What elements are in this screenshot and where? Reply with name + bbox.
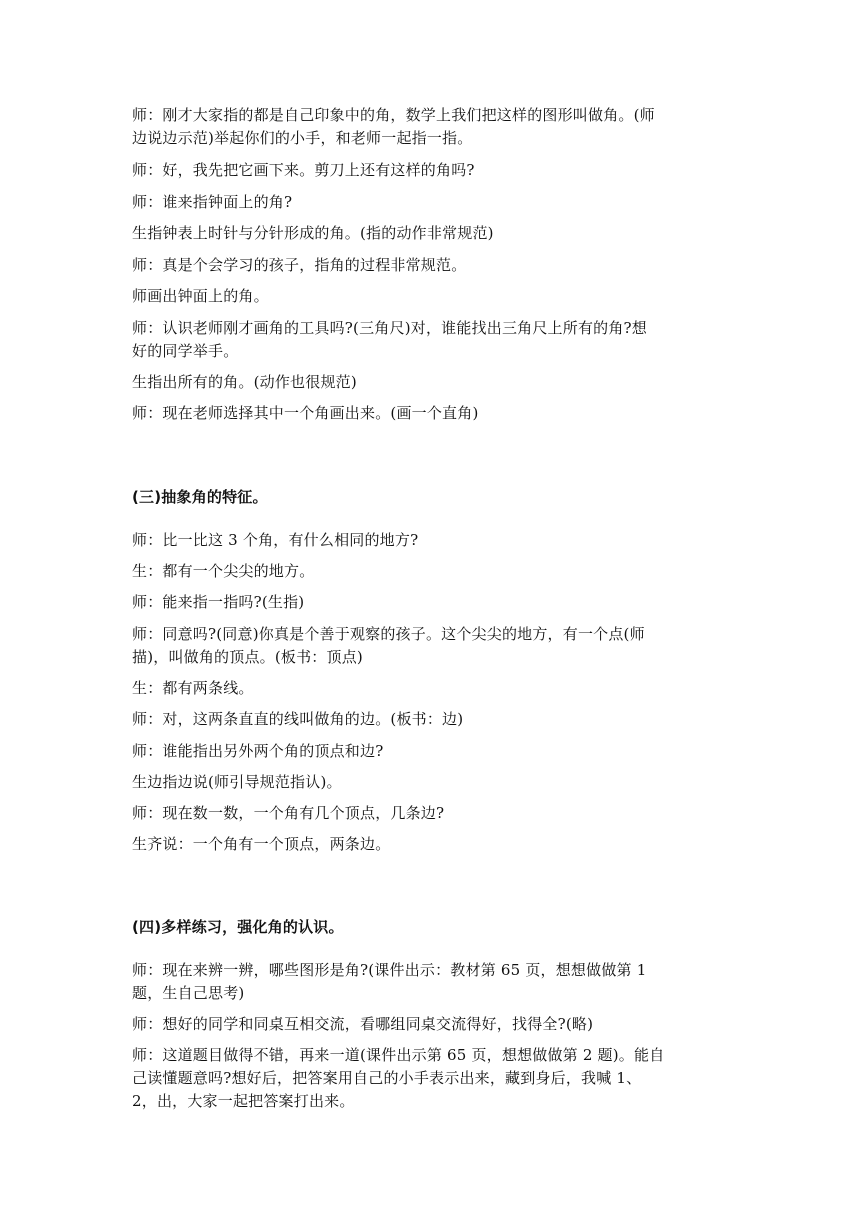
paragraph-line: 描)，叫做角的顶点。(板书：顶点) xyxy=(132,648,363,666)
paragraph-line: 己读懂题意吗?想好后，把答案用自己的小手表示出来，藏到身后，我喊 1、 xyxy=(132,1069,642,1087)
paragraph-line: 师：想好的同学和同桌互相交流，看哪组同桌交流得好，找得全?(略) xyxy=(132,1015,594,1033)
section-heading: (四)多样练习，强化角的认识。 xyxy=(132,918,344,936)
paragraph-line: 师：现在来辨一辨，哪些图形是角?(课件出示：教材第 65 页，想想做做第 1 xyxy=(132,961,647,979)
paragraph-line: 好的同学举手。 xyxy=(132,342,239,360)
paragraph-line: 生指出所有的角。(动作也很规范) xyxy=(132,373,357,391)
paragraph-line: 师画出钟面上的角。 xyxy=(132,287,269,305)
paragraph-line: 师：现在数一数，一个角有几个顶点，几条边? xyxy=(132,804,445,822)
paragraph-line: 师：刚才大家指的都是自己印象中的角，数学上我们把这样的图形叫做角。(师 xyxy=(132,106,655,124)
paragraph-line: 师：好，我先把它画下来。剪刀上还有这样的角吗? xyxy=(132,161,475,179)
paragraph-line: 师：真是个会学习的孩子，指角的过程非常规范。 xyxy=(132,256,467,274)
paragraph-line: 题，生自己思考) xyxy=(132,984,245,1002)
paragraph-line: 2，出，大家一起把答案打出来。 xyxy=(132,1092,355,1110)
paragraph-line: 师：现在老师选择其中一个角画出来。(画一个直角) xyxy=(132,404,479,422)
paragraph-line: 生：都有两条线。 xyxy=(132,679,254,697)
paragraph-line: 师：能来指一指吗?(生指) xyxy=(132,593,305,611)
paragraph-line: 师：谁能指出另外两个角的顶点和边? xyxy=(132,742,384,760)
section-heading: (三)抽象角的特征。 xyxy=(132,488,268,506)
paragraph-line: 生指钟表上时针与分针形成的角。(指的动作非常规范) xyxy=(132,224,494,242)
paragraph-line: 师：谁来指钟面上的角? xyxy=(132,193,293,211)
paragraph-line: 生齐说：一个角有一个顶点，两条边。 xyxy=(132,835,391,853)
paragraph-line: 师：认识老师刚才画角的工具吗?(三角尺)对，谁能找出三角尺上所有的角?想 xyxy=(132,319,647,337)
paragraph-line: 师：这道题目做得不错，再来一道(课件出示第 65 页，想想做做第 2 题)。能自 xyxy=(132,1046,665,1064)
paragraph-line: 生：都有一个尖尖的地方。 xyxy=(132,562,315,580)
paragraph-line: 边说边示范)举起你们的小手，和老师一起指一指。 xyxy=(132,129,473,147)
paragraph-line: 生边指边说(师引导规范指认)。 xyxy=(132,773,342,791)
paragraph-line: 师：同意吗?(同意)你真是个善于观察的孩子。这个尖尖的地方，有一个点(师 xyxy=(132,625,645,643)
paragraph-line: 师：比一比这 3 个角，有什么相同的地方? xyxy=(132,531,419,549)
paragraph-line: 师：对，这两条直直的线叫做角的边。(板书：边) xyxy=(132,710,464,728)
